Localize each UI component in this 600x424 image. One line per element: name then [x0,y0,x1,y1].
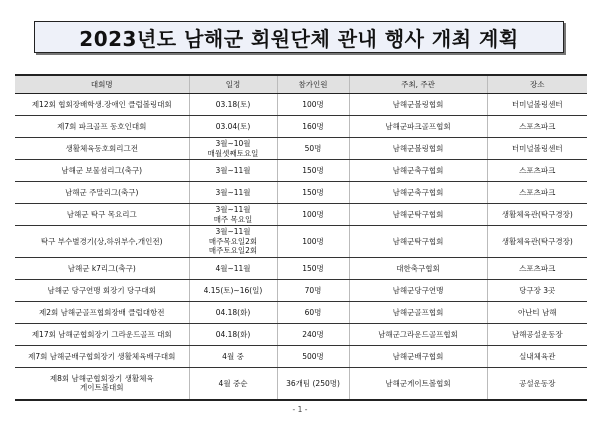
cell-participants: 500명 [277,346,349,368]
table-row [15,138,587,160]
cell-organizer: 남해군골프협회 [349,302,487,324]
cell-organizer: 남해군축구협회 [349,182,487,204]
cell-organizer: 남해군배구협회 [349,346,487,368]
cell-schedule: 3월~11월 매주 목요일 [189,204,277,226]
cell-venue: 남해공설운동장 [487,324,587,346]
cell-venue: 스포츠파크 [487,182,587,204]
table-row [15,368,587,400]
table-row [15,346,587,368]
cell-schedule: 03.18(토) [189,94,277,116]
cell-participants: 100명 [277,226,349,258]
cell-venue: 당구장 3곳 [487,280,587,302]
document-title: 2023년도 남해군 회원단체 관내 행사 개최 계획 [79,26,519,51]
cell-schedule: 3월~11월 매주목요일2회 매주토요일2회 [189,226,277,258]
table-row [15,302,587,324]
cell-venue: 스포츠파크 [487,116,587,138]
event-table [15,74,587,401]
cell-event-name: 제2회 남해군골프협회장배 클럽대항전 [15,302,189,324]
cell-event-name: 남해군 주말리그(축구) [15,182,189,204]
cell-schedule: 3월~11월 [189,160,277,182]
cell-schedule: 4.15(토)~16(일) [189,280,277,302]
cell-organizer: 남해군당구연맹 [349,280,487,302]
table-row [15,258,587,280]
cell-organizer: 남해군그라운드골프협회 [349,324,487,346]
cell-participants: 150명 [277,258,349,280]
cell-participants: 100명 [277,94,349,116]
cell-schedule: 04.18(화) [189,302,277,324]
cell-participants: 36개팀 (250명) [277,368,349,400]
cell-participants: 60명 [277,302,349,324]
cell-venue: 터미널볼링센터 [487,94,587,116]
table-row [15,280,587,302]
cell-participants: 70명 [277,280,349,302]
cell-organizer: 남해군축구협회 [349,160,487,182]
cell-schedule: 03.04(토) [189,116,277,138]
cell-venue: 생활체육관(탁구경장) [487,226,587,258]
cell-participants: 50명 [277,138,349,160]
cell-organizer: 남해군탁구협회 [349,204,487,226]
header-event-name: 대회명 [15,75,189,94]
header-participants: 참가인원 [277,75,349,94]
header-schedule: 일정 [189,75,277,94]
cell-event-name: 남해군 탁구 목요리그 [15,204,189,226]
cell-schedule: 4월~11월 [189,258,277,280]
header-venue: 장소 [487,75,587,94]
cell-event-name: 제17회 남해군협회장기 그라운드골프 대회 [15,324,189,346]
cell-venue: 실내체육관 [487,346,587,368]
cell-event-name: 제8회 남해군협회장기 생활체육 게이트볼대회 [15,368,189,400]
cell-organizer: 남해군파크골프협회 [349,116,487,138]
table-row [15,204,587,226]
cell-event-name: 남해군 k7리그(축구) [15,258,189,280]
cell-participants: 160명 [277,116,349,138]
cell-schedule: 3월~11월 [189,182,277,204]
table-row [15,182,587,204]
table-row [15,94,587,116]
table-row [15,160,587,182]
cell-event-name: 제7회 파크골프 동호인대회 [15,116,189,138]
cell-event-name: 제12회 협회장배학생.장애인 클럽볼링대회 [15,94,189,116]
cell-venue: 스포츠파크 [487,160,587,182]
table-header-row [15,75,587,94]
cell-schedule: 3월~10월 매월셋째토요일 [189,138,277,160]
cell-schedule: 4월 중순 [189,368,277,400]
cell-organizer: 대한축구협회 [349,258,487,280]
cell-organizer: 남해군게이트볼협회 [349,368,487,400]
cell-event-name: 생활체육동호회리그전 [15,138,189,160]
cell-participants: 100명 [277,204,349,226]
table-row [15,226,587,258]
cell-event-name: 남해군 보물섬리그(축구) [15,160,189,182]
title-box [34,21,564,53]
cell-schedule: 4월 중 [189,346,277,368]
cell-participants: 150명 [277,160,349,182]
cell-participants: 150명 [277,182,349,204]
cell-organizer: 남해군탁구협회 [349,226,487,258]
cell-venue: 생활체육관(탁구경장) [487,204,587,226]
cell-venue: 스포츠파크 [487,258,587,280]
cell-organizer: 남해군볼링협회 [349,138,487,160]
table-row [15,324,587,346]
cell-participants: 240명 [277,324,349,346]
cell-event-name: 제7회 남해군배구협회장기 생활체육배구대회 [15,346,189,368]
cell-event-name: 탁구 부수별경기(상,하위부수,개인전) [15,226,189,258]
cell-organizer: 남해군볼링협회 [349,94,487,116]
cell-event-name: 남해군 당구연맹 회장기 당구대회 [15,280,189,302]
cell-venue: 아난티 남해 [487,302,587,324]
table-row [15,116,587,138]
cell-venue: 공설운동장 [487,368,587,400]
cell-schedule: 04.18(화) [189,324,277,346]
page-number: - 1 - [292,405,308,414]
cell-venue: 터미널볼링센터 [487,138,587,160]
header-organizer: 주최, 주관 [349,75,487,94]
